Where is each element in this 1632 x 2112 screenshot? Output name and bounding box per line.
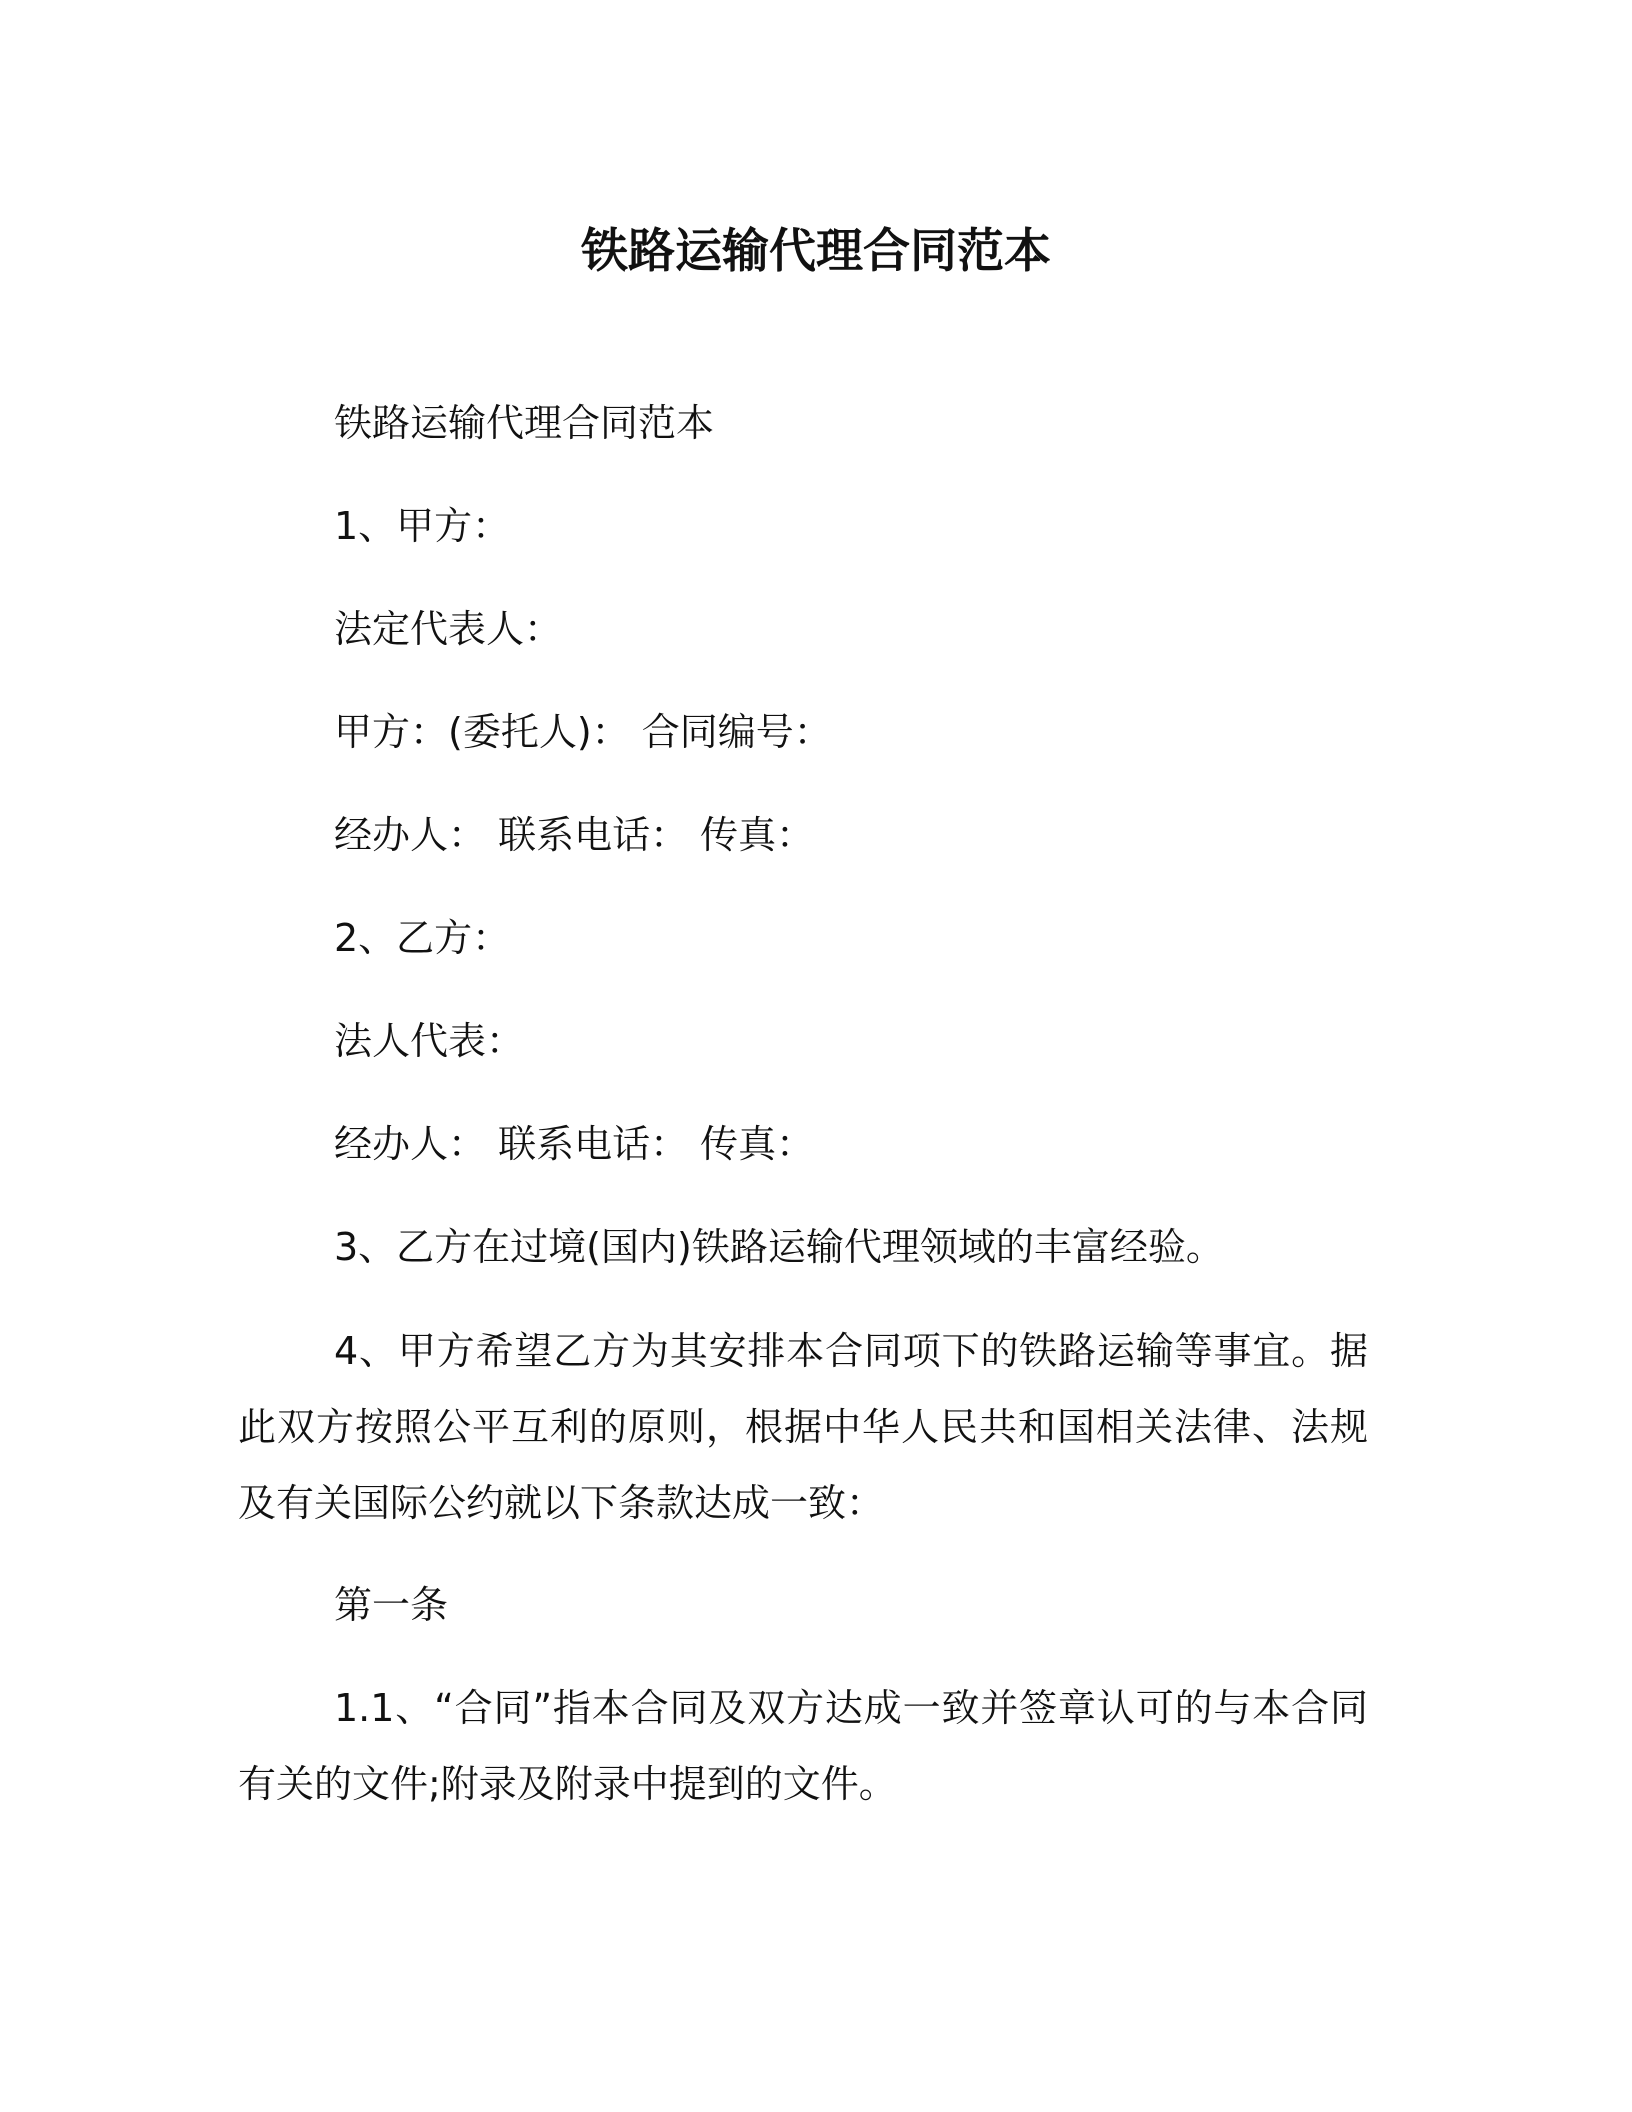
clause-1-1-paragraph: 1.1、“合同”指本合同及双方达成一致并签章认可的与本合同有关的文件;附录及附录中提到的文件。 [238,1686,1368,1806]
party-b-contact-line: 经办人： 联系电话： 传真： [334,1122,815,1166]
party-a-line: 1、甲方： [334,504,511,548]
legal-representative-line: 法定代表人： [334,607,563,651]
party-a-client-line: 甲方：(委托人)： 合同编号： [334,710,832,754]
clause-3-line: 3、乙方在过境(国内)铁路运输代理领域的丰富经验。 [334,1225,1224,1269]
document-title: 铁路运输代理合同范本 [581,224,1051,279]
clause-4-paragraph: 4、甲方希望乙方为其安排本合同项下的铁路运输等事宜。据此双方按照公平互利的原则，根据中华人民共和国相关法律、法规及有关国际公约就以下条款达成一致： [238,1329,1368,1525]
party-a-contact-line: 经办人： 联系电话： 传真： [334,813,815,857]
party-b-line: 2、乙方： [334,916,511,960]
article-heading: 第一条 [334,1583,449,1627]
legal-person-line: 法人代表： [334,1019,525,1063]
document-subtitle: 铁路运输代理合同范本 [334,401,715,445]
